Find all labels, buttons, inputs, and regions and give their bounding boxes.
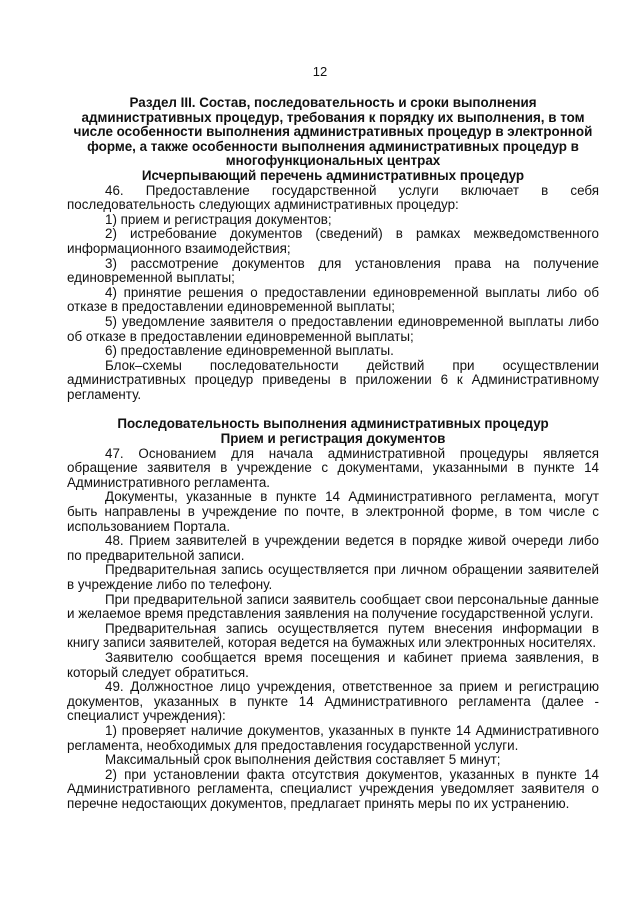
- paragraph-47: 47. Основанием для начала административной процедуры является обращение заявителя в учреждение с документами, указанными в пункте 14 Административного регламента.: [67, 445, 599, 490]
- section-heading: Раздел III. Состав, последовательность и сроки выполнения административных процедур, требования к порядку их выполнения, в том числе особенности выполнения административных процедур в электронной форме, а также особенности выполнения административных процедур в многофункциональных центрах: [73, 95, 593, 169]
- document-body: [67, 96, 599, 812]
- paragraph-visit-time: Заявителю сообщается время посещения и кабинет приема заявления, в который следует обратиться.: [67, 649, 599, 680]
- paragraph-documents: Документы, указанные в пункте 14 Административного регламента, могут быть направлены в учреждение по почте, в электронной форме, в том числе с использованием Портала.: [67, 489, 599, 534]
- paragraph-flowcharts: Блок–схемы последовательности действий при осуществлении административных процедур приведены в приложении 6 к Административному регламенту.: [67, 357, 599, 402]
- paragraph-book-record: Предварительная запись осуществляется путем внесения информации в книгу записи заявителей, которая ведется на бумажных или электронных носителях.: [67, 620, 599, 651]
- paragraph-48: 48. Прием заявителей в учреждении ведется в порядке живой очереди либо по предварительной записи.: [67, 533, 599, 563]
- paragraph-49-item-1: 1) проверяет наличие документов, указанных в пункте 14 Административного регламента, необходимых для предоставления государственной услуги.: [67, 722, 599, 753]
- page-number: 12: [312, 64, 328, 79]
- subheading-reception: Прием и регистрация документов: [220, 431, 446, 447]
- subheading-procedures-list: Исчерпывающий перечень административных процедур: [141, 167, 525, 183]
- paragraph-preregistration: Предварительная запись осуществляется при личном обращении заявителей в учреждение либо по телефону.: [67, 562, 599, 592]
- paragraph-max-time: Максимальный срок выполнения действия составляет 5 минут;: [105, 752, 501, 768]
- list-item-1: 1) прием и регистрация документов;: [105, 211, 332, 227]
- list-item-5: 5) уведомление заявителя о предоставлении единовременной выплаты либо об отказе в предоставлении единовременной выплаты;: [67, 313, 599, 344]
- list-item-2: 2) истребование документов (сведений) в рамках межведомственного информационного взаимодействия;: [67, 226, 599, 256]
- paragraph-49-item-2: 2) при установлении факта отсутствия документов, указанных в пункте 14 Административного регламента, специалист учреждения уведомляет заявителя о перечне недостающих документов, предлагает принять меры по их устранению.: [67, 766, 599, 811]
- spacer: [67, 402, 599, 417]
- paragraph-46: 46. Предоставление государственной услуги включает в себя последовательность следующих административных процедур:: [67, 182, 599, 213]
- paragraph-49: 49. Должностное лицо учреждения, ответственное за прием и регистрацию документов, указанных в пункте 14 Административного регламента (далее - специалист учреждения):: [67, 679, 599, 724]
- list-item-4: 4) принятие решения о предоставлении единовременной выплаты либо об отказе в предоставлении единовременной выплаты;: [67, 284, 599, 315]
- list-item-3: 3) рассмотрение документов для установления права на получение единовременной выплаты;: [67, 255, 599, 286]
- subheading-sequence: Последовательность выполнения административных процедур: [117, 416, 549, 432]
- paragraph-personal-data: При предварительной записи заявитель сообщает свои персональные данные и желаемое время представления заявления на получение государственной услуги.: [67, 591, 599, 622]
- list-item-6: 6) предоставление единовременной выплаты.: [105, 343, 394, 359]
